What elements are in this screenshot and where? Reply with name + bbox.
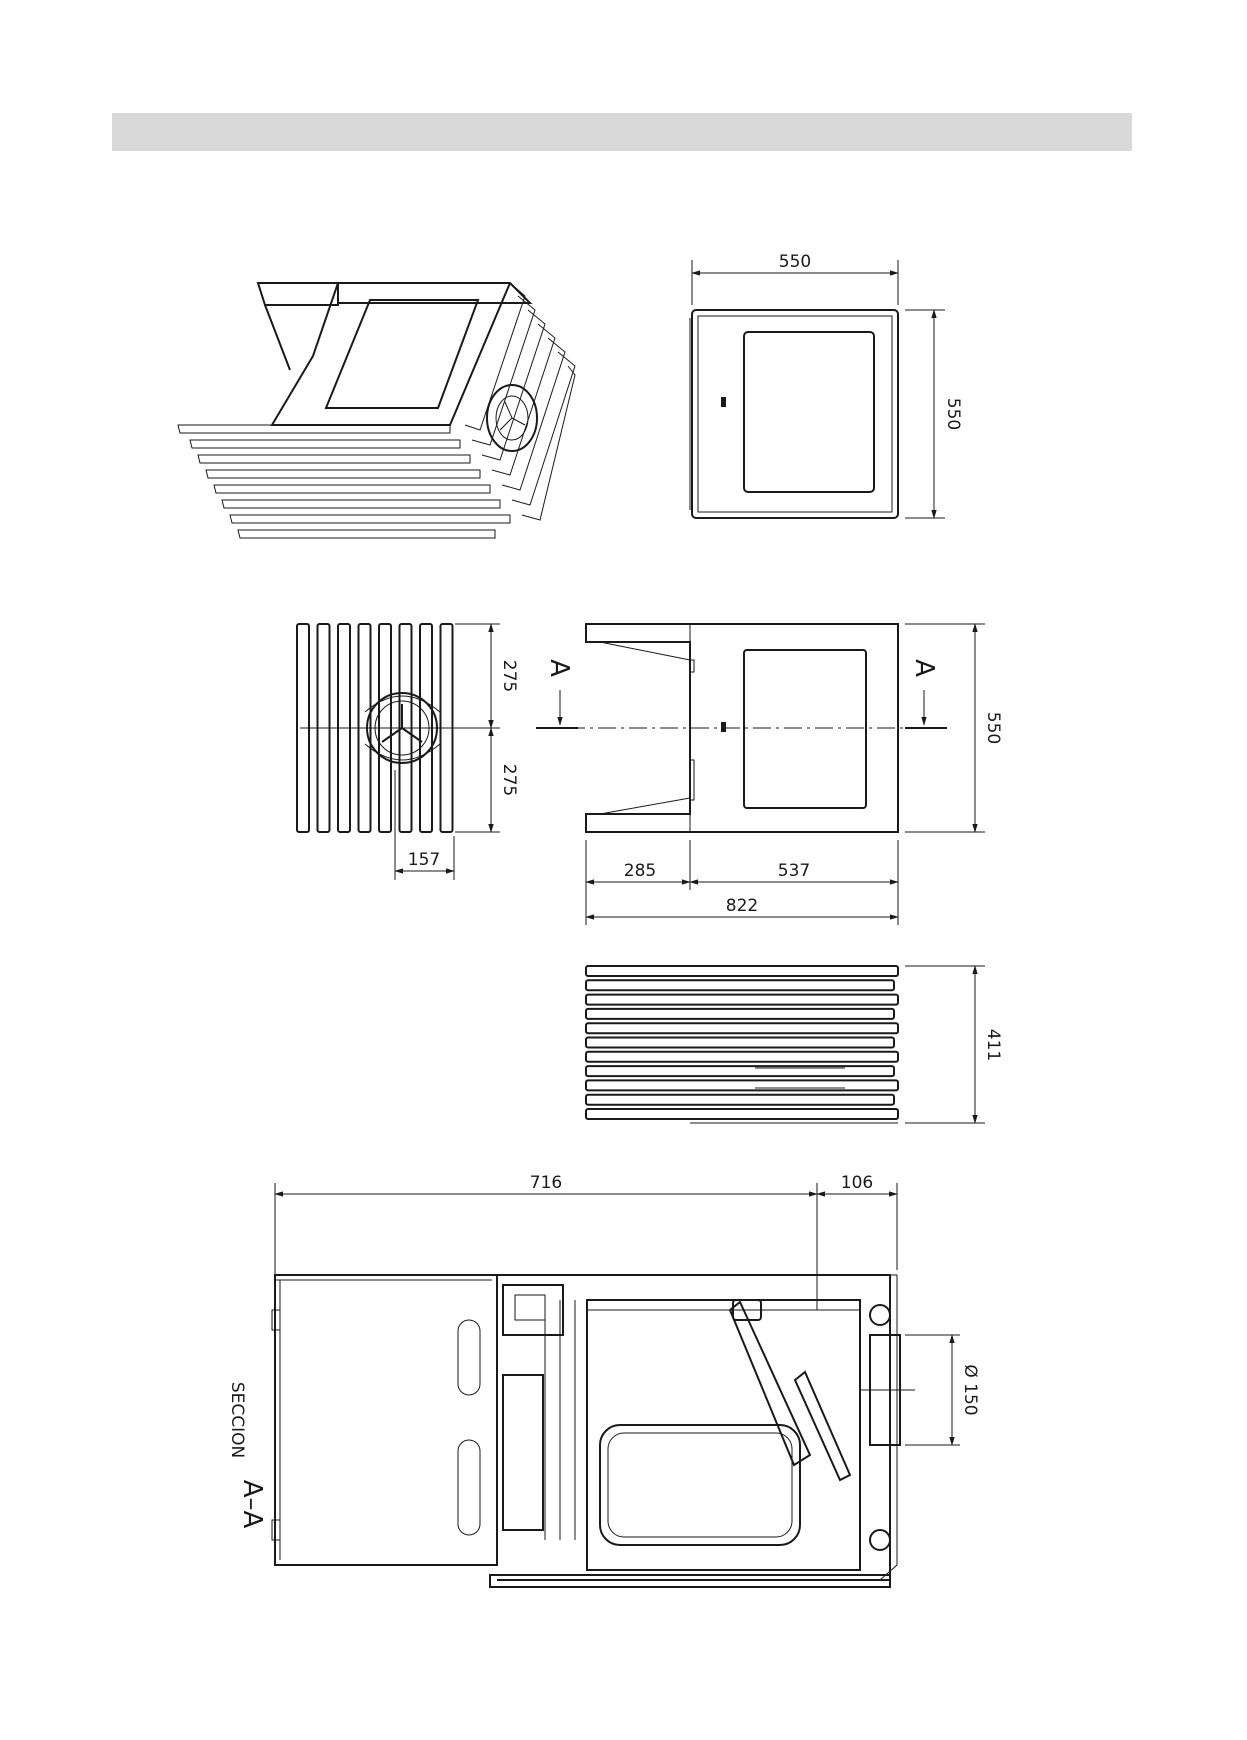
bottom-view-ribs bbox=[586, 966, 898, 1119]
bottom-view bbox=[586, 966, 898, 1123]
bottom-rib bbox=[586, 1109, 898, 1119]
bottom-rib bbox=[586, 1009, 894, 1019]
section-marker-left-label: A bbox=[544, 659, 574, 677]
section-marker-right bbox=[905, 690, 947, 728]
section-width-rear-label: 106 bbox=[840, 1173, 874, 1193]
front-view-right-part-label: 537 bbox=[777, 861, 811, 881]
bottom-view-dim-height bbox=[905, 966, 985, 1123]
section-width-main-label: 716 bbox=[529, 1173, 563, 1193]
bottom-rib bbox=[586, 966, 898, 976]
side-view-flue-offset-label: 157 bbox=[407, 850, 441, 870]
section-flue-diameter-label: Ø 150 bbox=[960, 1364, 980, 1416]
front-view-left-part-label: 285 bbox=[623, 861, 657, 881]
bottom-rib bbox=[586, 1066, 894, 1076]
top-view-dim-depth bbox=[905, 310, 945, 518]
side-view-dim-vertical bbox=[455, 624, 500, 832]
side-view bbox=[297, 624, 460, 832]
section-view-dims bbox=[275, 1183, 897, 1310]
top-view bbox=[690, 310, 898, 518]
bottom-rib bbox=[586, 1023, 898, 1033]
bottom-rib bbox=[586, 1095, 894, 1105]
front-view-total-label: 822 bbox=[725, 896, 759, 916]
section-view bbox=[272, 1275, 915, 1587]
section-marker-left bbox=[536, 690, 578, 728]
top-view-width-label: 550 bbox=[778, 252, 812, 272]
section-label-line1: SECCION bbox=[227, 1381, 247, 1459]
bottom-rib bbox=[586, 995, 898, 1005]
top-view-depth-label: 550 bbox=[943, 397, 963, 431]
bottom-rib bbox=[586, 1080, 898, 1090]
side-view-lower-label: 275 bbox=[499, 763, 519, 797]
section-marker-right-label: A bbox=[909, 659, 939, 677]
bottom-rib bbox=[586, 980, 894, 990]
isometric-view bbox=[178, 283, 575, 538]
front-view-height-label: 550 bbox=[983, 711, 1003, 745]
bottom-rib bbox=[586, 1038, 894, 1048]
bottom-rib bbox=[586, 1052, 898, 1062]
side-view-upper-label: 275 bbox=[499, 659, 519, 693]
section-label-line2: A–A bbox=[237, 1479, 267, 1529]
bottom-view-height-label: 411 bbox=[983, 1028, 1003, 1062]
